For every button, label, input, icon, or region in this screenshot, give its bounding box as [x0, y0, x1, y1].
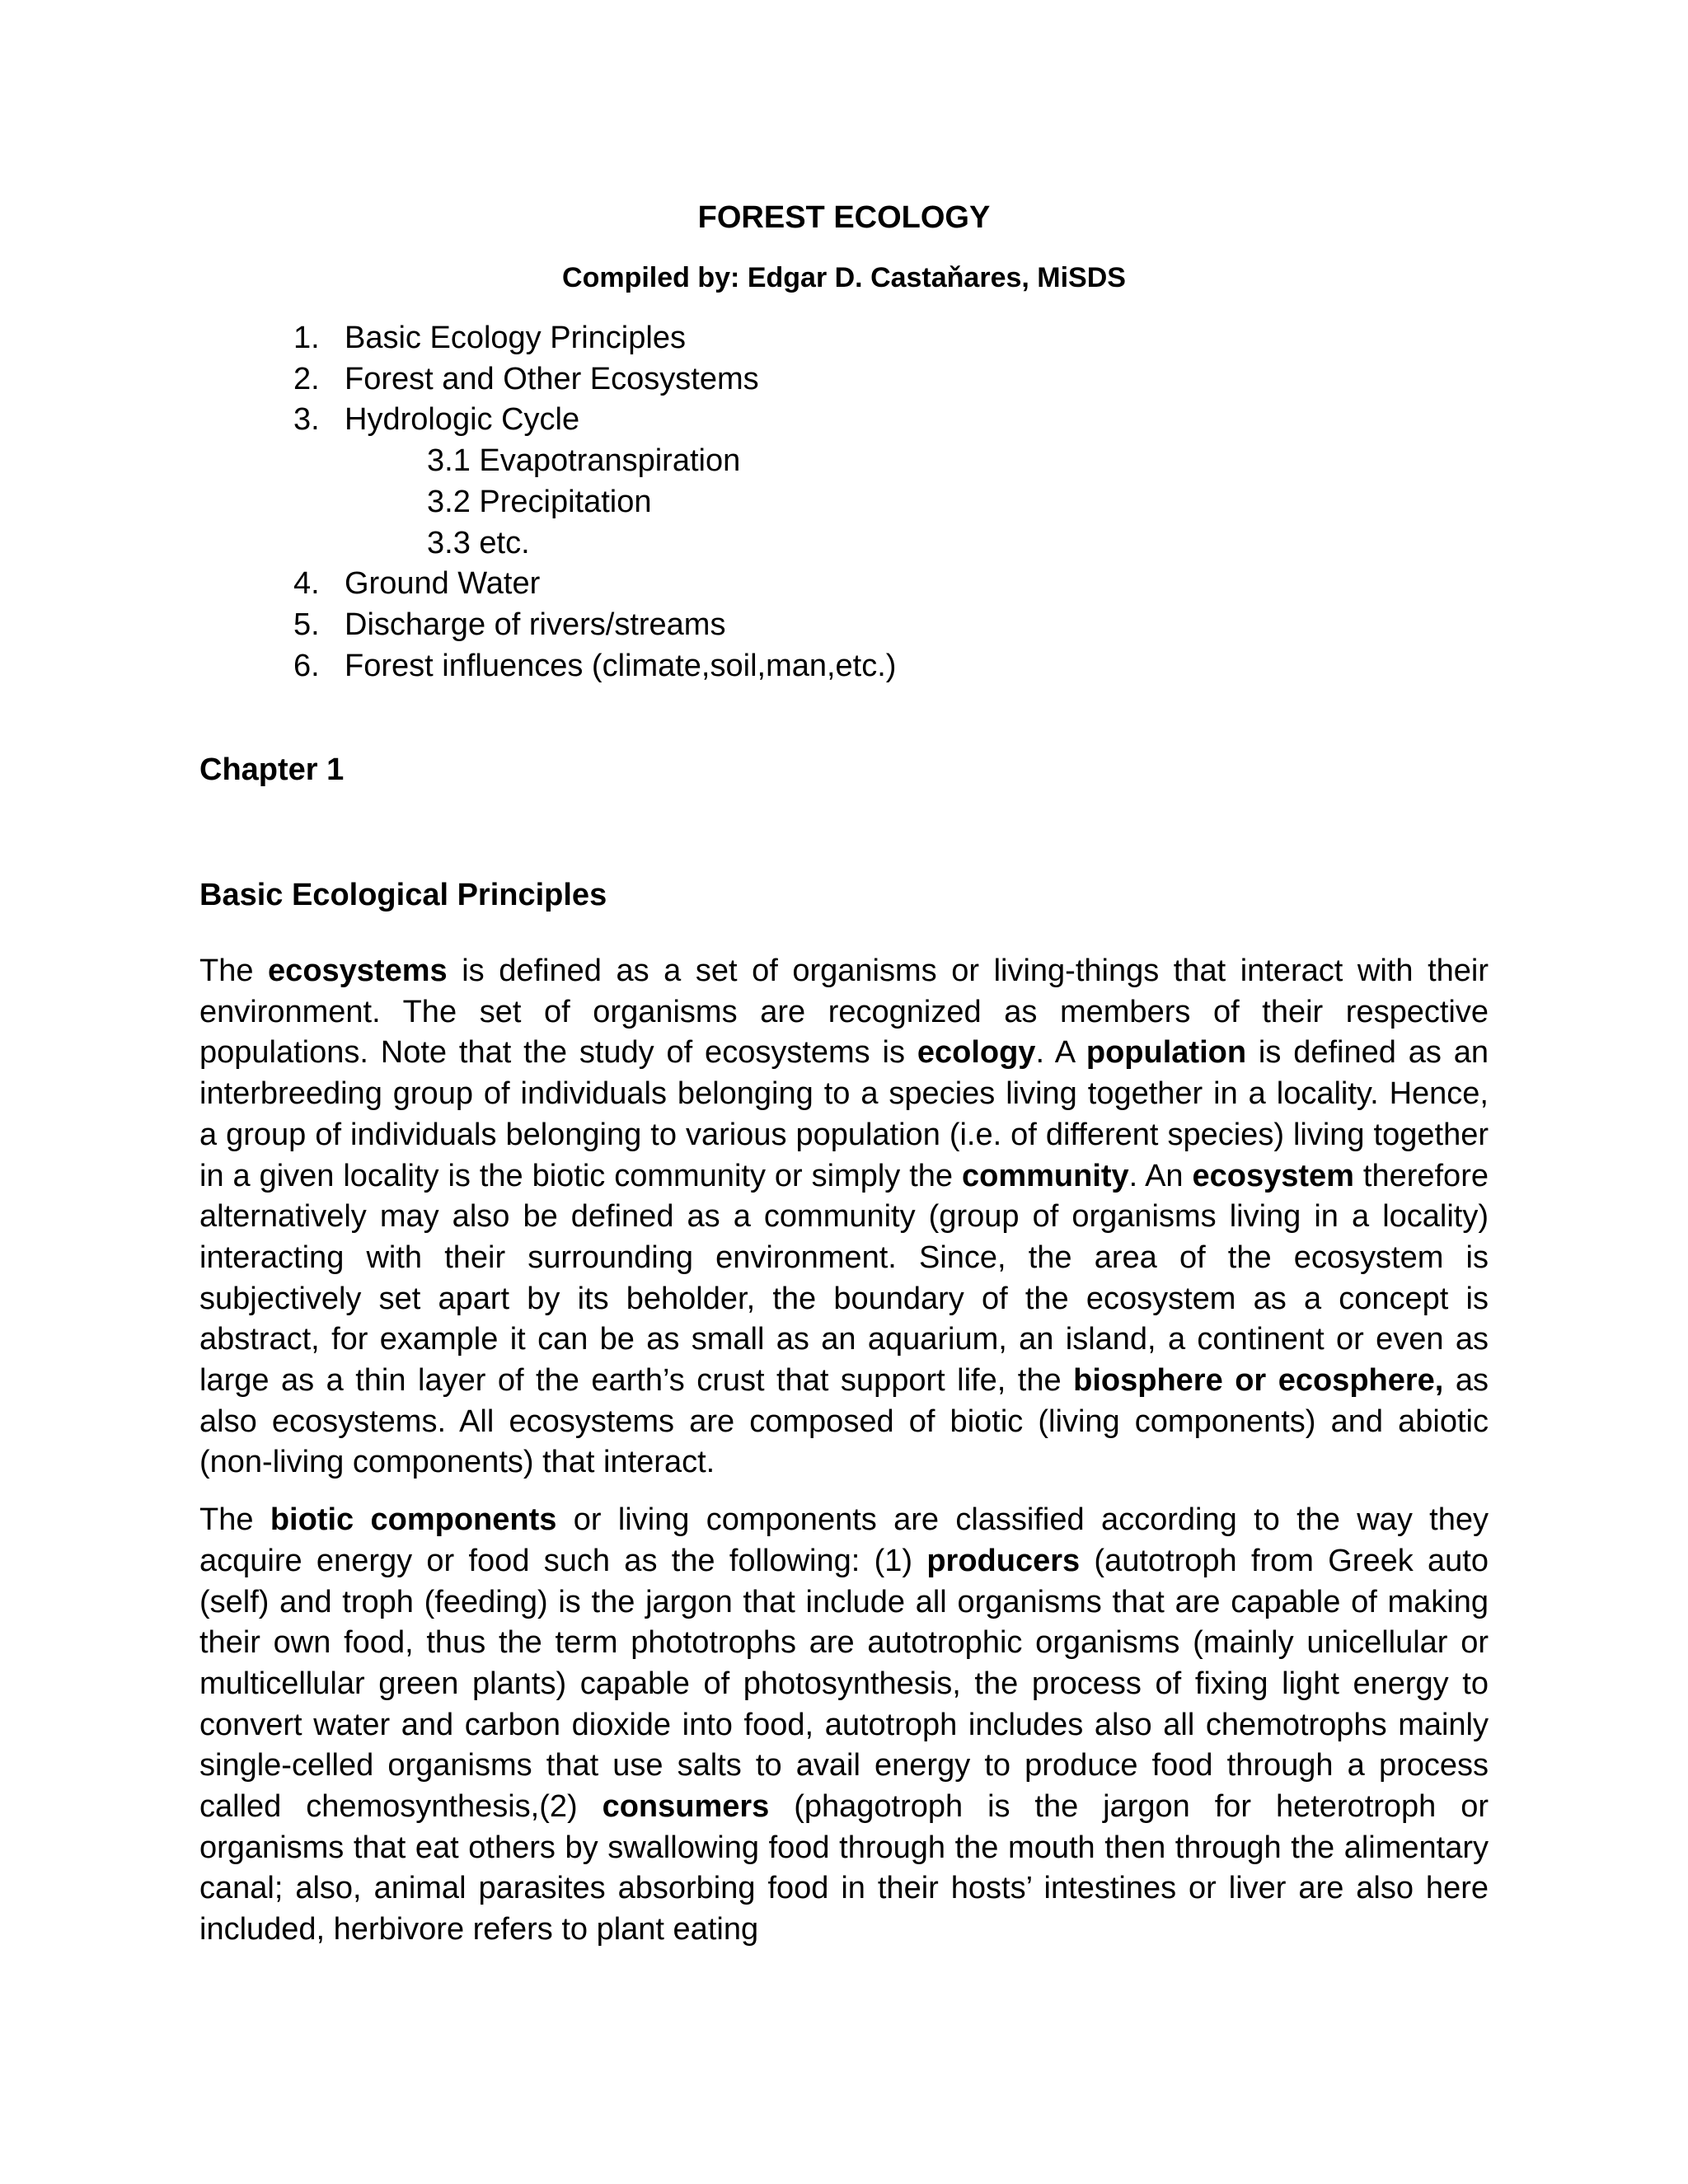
text-run: . A	[1035, 1035, 1086, 1071]
body-text	[199, 951, 1489, 1967]
toc-item-label: Hydrologic Cycle	[345, 402, 580, 438]
section-heading: Basic Ecological Principles	[199, 878, 607, 912]
toc-item: 3.2 Precipitation	[427, 484, 652, 519]
toc-item: 3.1 Evapotranspiration	[427, 443, 741, 479]
toc-item	[293, 646, 896, 687]
toc-item	[293, 359, 896, 401]
bold-term: community	[961, 1158, 1129, 1193]
text-run: as also ecosystems. All ecosystems are composed of biotic (living components) and abiotic (non-living components) that interact.	[199, 1363, 1489, 1480]
toc-item-number: 2.	[293, 361, 320, 396]
text-run: therefore alternatively may also be defined as a community (group of organisms living in a locality) interacting with their surrounding environment. Since, the area of the ecosystem is subjectively set apart by its beholder, the boundary of the ecosystem as a concept is abstract, for example it can be as small as an aquarium, an island, a continent or even as large as a thin layer of the earth’s crust that support life, the	[199, 1158, 1489, 1399]
text-run: The	[199, 1502, 270, 1538]
toc-item-number: 4.	[293, 566, 320, 602]
bold-term: population	[1085, 1035, 1247, 1071]
toc-item-number: 3.	[293, 402, 320, 438]
toc-item	[293, 605, 896, 646]
text-run: (autotroph from Greek auto (self) and troph (feeding) is the jargon that include all organisms that are capable of making their own food, thus the term phototrophs are autotrophic organisms (mainly unicellular or multicellular green plants) capable of photosynthesis, the process of fixing light energy to convert water and carbon dioxide into food, autotroph includes also all chemotrophs mainly single-celled organisms that use salts to avail energy to produce food through a process called chemosynthesis,(2)	[199, 1543, 1489, 1825]
toc-item	[293, 318, 896, 359]
body-paragraph	[199, 951, 1489, 1483]
toc-item-label: Basic Ecology Principles	[345, 321, 686, 355]
toc-item-label: Forest and Other Ecosystems	[345, 361, 759, 396]
chapter-heading: Chapter 1	[199, 752, 345, 787]
text-run: (phagotroph is the jargon for heterotroph or organisms that eat others by swallowing food through the mouth then through the alimentary canal; also, animal parasites absorbing food in their hosts’ intestines or liver are also here included, herbivore refers to plant eating	[199, 1789, 1489, 1947]
bold-term: consumers	[602, 1789, 770, 1825]
bold-term: biosphere or ecosphere,	[1073, 1363, 1444, 1399]
bold-term: ecosystem	[1192, 1158, 1354, 1193]
toc-item-label: Ground Water	[345, 566, 541, 602]
toc-item: 3.3 etc.	[427, 525, 530, 560]
toc-item-number: 1.	[293, 321, 320, 355]
document-title: FOREST ECOLOGY	[697, 200, 991, 235]
body-paragraph	[199, 1500, 1489, 1951]
toc-item	[293, 400, 896, 441]
toc-item-label: Discharge of rivers/streams	[345, 607, 726, 642]
text-run: The	[199, 954, 269, 988]
text-run: is defined as a set of organisms or living-things that interact with their environment. The set of organisms are recognized as members of their respective populations. Note that the study of ecosystems is	[199, 954, 1489, 1071]
bold-term: ecology	[917, 1035, 1036, 1071]
table-of-contents	[293, 318, 896, 687]
text-run: is defined as an interbreeding group of individuals belonging to a species living together in a locality. Hence, a group of individuals belonging to various population (i.e. of different species) living together in a given locality is the biotic community or simply the	[199, 1035, 1489, 1193]
text-run: or living components are classified according to the way they acquire energy or food such as the following: (1)	[199, 1502, 1489, 1578]
bold-term: producers	[926, 1543, 1081, 1578]
document-byline: Compiled by: Edgar D. Castaňares, MiSDS	[562, 262, 1126, 293]
toc-item	[293, 564, 896, 605]
bold-term: biotic components	[270, 1502, 557, 1538]
toc-item-label: Forest influences (climate,soil,man,etc.)	[345, 648, 897, 683]
text-run: . An	[1128, 1158, 1193, 1193]
toc-item-number: 5.	[293, 607, 320, 642]
toc-item-number: 6.	[293, 648, 320, 683]
bold-term: ecosystems	[268, 954, 448, 988]
